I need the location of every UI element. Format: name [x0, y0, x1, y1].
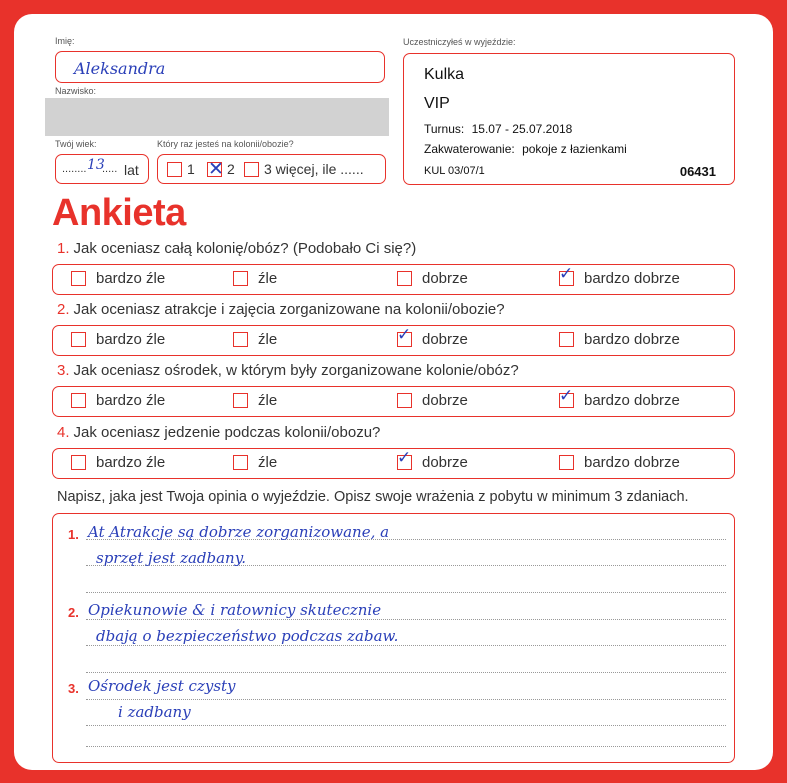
age-label: Twój wiek:: [55, 139, 97, 149]
writing-line: [86, 619, 726, 620]
age-dots-before: ........: [62, 163, 87, 175]
q2-option-2-label: źle: [258, 331, 278, 348]
age-dots-after: .....: [102, 163, 118, 175]
q2-option-3-label: dobrze: [422, 331, 468, 348]
question-number: 2.: [57, 301, 70, 318]
q4-option-2-label: źle: [258, 454, 278, 471]
question-number: 1.: [57, 240, 70, 257]
opinion-prompt: Napisz, jaka jest Twoja opinia o wyjeździe. Opisz swoje wrażenia z pobytu w minimum 3 zdaniach.: [57, 489, 689, 505]
writing-line: [86, 592, 726, 593]
name-value: Aleksandra: [74, 59, 166, 78]
q4-option-3-label: dobrze: [422, 454, 468, 471]
name-field[interactable]: [55, 51, 385, 83]
q1-option-4-label: bardzo dobrze: [584, 270, 680, 287]
response-number: 1.: [68, 527, 79, 542]
writing-line: [86, 746, 726, 747]
times-1-checkbox[interactable]: [167, 162, 182, 177]
response-line: Opiekunowie & i ratownicy skutecznie: [88, 601, 382, 619]
name-label: Imię:: [55, 36, 75, 46]
question-3-text: [57, 362, 519, 379]
check-mark-icon: ✓: [559, 386, 574, 406]
question-4-text: [57, 424, 380, 441]
q3-option-3-checkbox[interactable]: [397, 393, 412, 408]
q2-option-2-checkbox[interactable]: [233, 332, 248, 347]
response-line: Ośrodek jest czysty: [88, 677, 236, 695]
trip-code: KUL 03/07/1: [424, 165, 485, 177]
q4-option-3-checkbox[interactable]: [397, 448, 412, 470]
times-field: [157, 154, 386, 184]
age-field[interactable]: [55, 154, 149, 184]
times-3-label: 3 więcej, ile ......: [264, 161, 364, 177]
q3-option-1-label: bardzo źle: [96, 392, 166, 409]
q2-option-3-checkbox[interactable]: [397, 325, 412, 347]
trip-box: [403, 53, 735, 185]
question-1-text: [57, 240, 416, 257]
q2-option-1-label: bardzo źle: [96, 331, 166, 348]
check-mark-icon: ✓: [397, 448, 412, 468]
cross-mark-icon: ✕: [208, 158, 224, 180]
q1-option-4-checkbox[interactable]: [559, 264, 574, 286]
check-mark-icon: ✓: [559, 264, 574, 284]
q2-option-4-checkbox[interactable]: [559, 332, 574, 347]
question-text: Jak oceniasz atrakcje i zajęcia zorganizowane na kolonii/obozie?: [73, 301, 505, 318]
accom-label: Zakwaterowanie:: [424, 142, 515, 156]
turnus-label: Turnus:: [424, 122, 465, 136]
response-line: sprzęt jest zadbany.: [96, 549, 246, 567]
q1-option-3-label: dobrze: [422, 270, 468, 287]
q1-option-3-checkbox[interactable]: [397, 271, 412, 286]
question-number: 3.: [57, 362, 70, 379]
question-text: Jak oceniasz ośrodek, w którym były zorganizowane kolonie/obóz?: [73, 362, 519, 379]
q3-option-1-checkbox[interactable]: [71, 393, 86, 408]
q3-option-4-checkbox[interactable]: [559, 386, 574, 408]
q1-option-2-checkbox[interactable]: [233, 271, 248, 286]
question-text: Jak oceniasz jedzenie podczas kolonii/obozu?: [73, 424, 381, 441]
q3-option-2-label: źle: [258, 392, 278, 409]
q3-option-2-checkbox[interactable]: [233, 393, 248, 408]
turnus-value: 15.07 - 25.07.2018: [471, 122, 573, 136]
times-2-label: 2: [227, 161, 235, 177]
participant-label: Uczestniczyłeś w wyjeździe:: [403, 37, 516, 47]
response-line: At Atrakcje są dobrze zorganizowane, a: [88, 523, 390, 541]
response-line: i zadbany: [118, 703, 191, 721]
q1-option-1-label: bardzo źle: [96, 270, 166, 287]
times-3-checkbox[interactable]: [244, 162, 259, 177]
q4-option-4-label: bardzo dobrze: [584, 454, 680, 471]
trip-type: VIP: [424, 95, 450, 112]
page-title: Ankieta: [52, 192, 186, 234]
q4-option-1-checkbox[interactable]: [71, 455, 86, 470]
accom-value: pokoje z łazienkami: [522, 142, 627, 156]
check-mark-icon: ✓: [397, 325, 412, 345]
response-number: 3.: [68, 681, 79, 696]
trip-name: Kulka: [424, 66, 465, 83]
question-number: 4.: [57, 424, 70, 441]
q1-option-2-label: źle: [258, 270, 278, 287]
age-value: 13: [87, 157, 105, 173]
redacted-surname: [45, 98, 389, 136]
q2-option-1-checkbox[interactable]: [71, 332, 86, 347]
writing-line: [86, 672, 726, 673]
q3-option-4-label: bardzo dobrze: [584, 392, 680, 409]
q4-option-1-label: bardzo źle: [96, 454, 166, 471]
response-number: 2.: [68, 605, 79, 620]
age-unit: lat: [124, 162, 139, 178]
q4-option-4-checkbox[interactable]: [559, 455, 574, 470]
question-text: Jak oceniasz całą kolonię/obóz? (Podobało Ci się?): [73, 240, 417, 257]
q2-option-4-label: bardzo dobrze: [584, 331, 680, 348]
q4-option-2-checkbox[interactable]: [233, 455, 248, 470]
times-1-label: 1: [187, 161, 195, 177]
q3-option-3-label: dobrze: [422, 392, 468, 409]
times-label: Który raz jesteś na kolonii/obozie?: [157, 139, 294, 149]
writing-line: [86, 725, 726, 726]
q1-option-1-checkbox[interactable]: [71, 271, 86, 286]
response-line: dbają o bezpieczeństwo podczas zabaw.: [96, 627, 399, 645]
form-number: 06431: [679, 164, 716, 179]
surname-label: Nazwisko:: [55, 86, 97, 96]
writing-line: [86, 699, 726, 700]
writing-line: [86, 645, 726, 646]
question-2-text: [57, 301, 505, 318]
times-2-checkbox[interactable]: [207, 158, 224, 180]
